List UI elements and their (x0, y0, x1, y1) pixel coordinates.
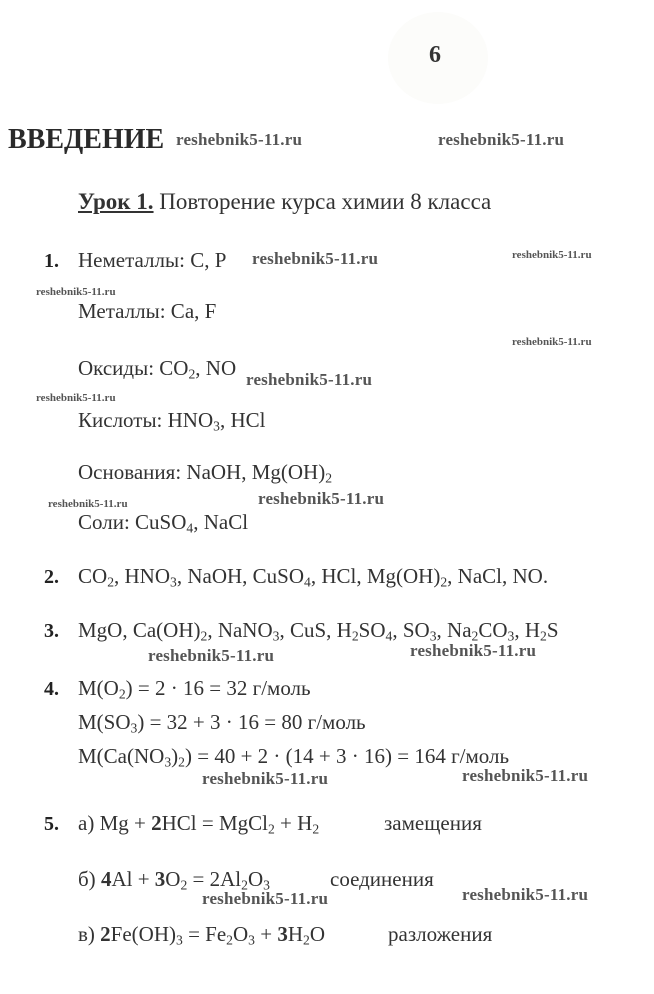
watermark: reshebnik5-11.ru (36, 392, 116, 404)
watermark: reshebnik5-11.ru (176, 130, 303, 149)
watermark: reshebnik5-11.ru (438, 130, 565, 149)
watermark: reshebnik5-11.ru (148, 646, 275, 665)
page-number: 6 (429, 42, 441, 68)
task-4-line-3: $M(Ca(NO_3)_2) = 40 + 2 \cdot (14 + 3 \cdot 16) = 164$ г/моль (78, 744, 510, 770)
task-1-number: 1. (44, 250, 59, 272)
task-4-line-1: $M(O_2) = 2 \cdot 16 = 32$ г/моль (78, 676, 311, 702)
watermark: reshebnik5-11.ru (512, 249, 592, 261)
task-1-oxides: Оксиды: $CO_2$, NO (78, 356, 237, 382)
task-5-reaction-c: в) $2Fe(OH)_3 = Fe_2O_3 + 3H_2O$ (78, 922, 326, 948)
watermark: reshebnik5-11.ru (202, 769, 329, 788)
section-title: ВВЕДЕНИЕ (8, 124, 165, 155)
task-5-reaction-a-type: замещения (384, 811, 482, 835)
task-3-number: 3. (44, 620, 59, 642)
watermark: reshebnik5-11.ru (48, 498, 128, 510)
watermark: reshebnik5-11.ru (462, 885, 589, 904)
watermark: reshebnik5-11.ru (202, 889, 329, 908)
watermark: reshebnik5-11.ru (462, 766, 589, 785)
task-5-reaction-c-type: разложения (388, 922, 493, 946)
task-1-bases: Основания: NaOH, $Mg(OH)_2$ (78, 460, 333, 486)
task-3-line: MgO, $Ca(OH)_2$, NaNO$_3$, CuS, $H_2SO_4$, $SO_3$, $Na_2CO_3$, $H_2S$ (78, 618, 559, 644)
task-4-line-2: $M(SO_3) = 32 + 3 \cdot 16 = 80$ г/моль (78, 710, 366, 736)
task-2-line: $CO_2$, $HNO_3$, NaOH, CuSO$_4$, HCl, $Mg(OH)_2$, NaCl, NO. (78, 564, 549, 590)
task-5-reaction-a: а) Mg + 2HCl = MgCl$_2$ + $H_2$ (78, 811, 320, 837)
task-1-metals: Металлы: Ca, F (78, 299, 217, 323)
task-1-nonmetals: Неметаллы: C, P (78, 248, 227, 272)
watermark: reshebnik5-11.ru (246, 370, 373, 389)
watermark: reshebnik5-11.ru (410, 641, 537, 660)
lesson-heading (78, 189, 491, 215)
task-5-reaction-b-type: соединения (330, 867, 434, 891)
watermark: reshebnik5-11.ru (36, 286, 116, 298)
watermark: reshebnik5-11.ru (512, 336, 592, 348)
task-5-number: 5. (44, 813, 59, 835)
lesson-label: Урок 1. (78, 189, 154, 214)
task-4-number: 4. (44, 678, 59, 700)
lesson-title: Повторение курса химии 8 класса (159, 189, 492, 214)
task-5-reaction-b: б) $4Al + 3O_2 = 2Al_2O_3$ (78, 867, 270, 893)
task-1-acids: Кислоты: $HNO_3$, HCl (78, 408, 266, 434)
task-1-salts: Соли: CuSO$_4$, NaCl (78, 510, 249, 536)
watermark: reshebnik5-11.ru (252, 249, 379, 268)
watermark: reshebnik5-11.ru (258, 489, 385, 508)
task-2-number: 2. (44, 566, 59, 588)
